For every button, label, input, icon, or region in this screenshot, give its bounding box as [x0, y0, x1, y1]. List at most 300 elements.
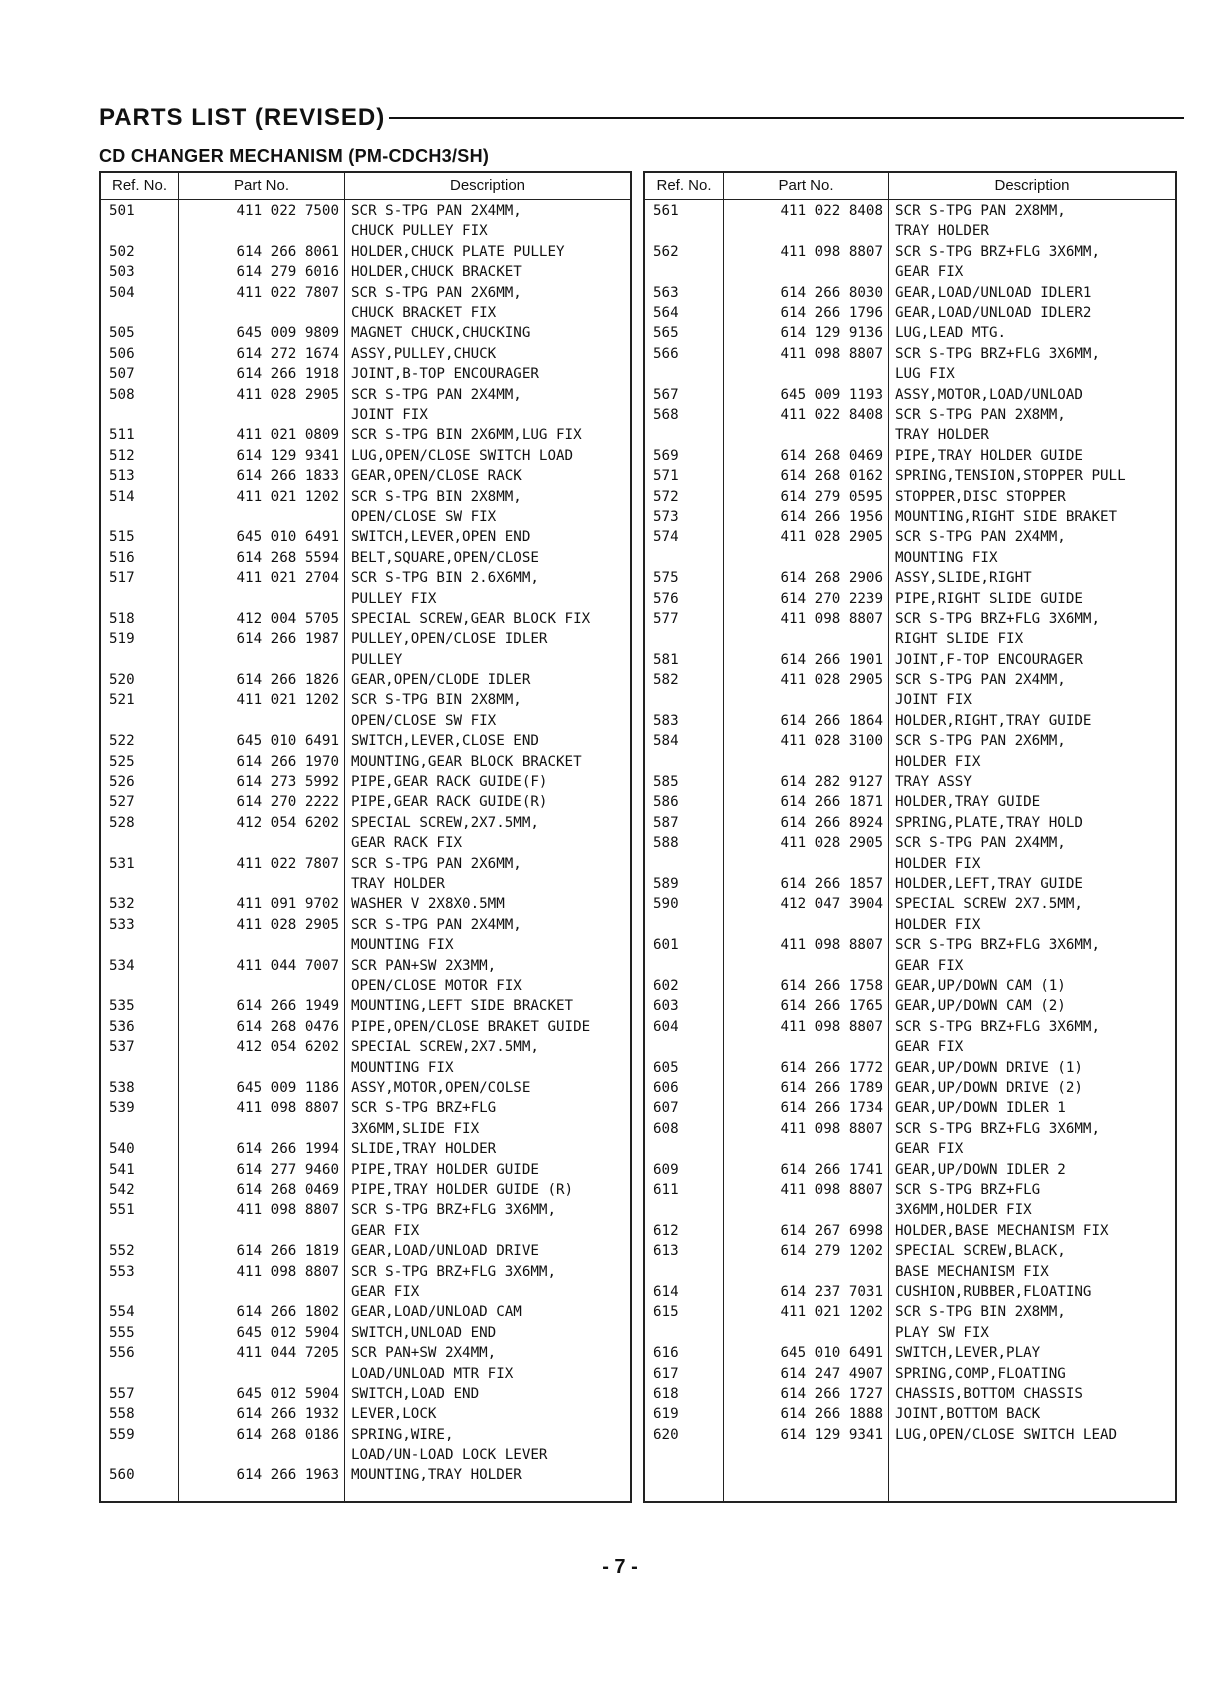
table-header [645, 173, 1175, 200]
part-no-cell: 614 268 5594 [236, 549, 339, 566]
table-row [101, 487, 630, 528]
description-line: GEAR,LOAD/UNLOAD IDLER1 [895, 284, 1092, 301]
part-no-cell: 614 266 1765 [780, 998, 883, 1015]
part-no-cell: 614 266 8061 [236, 243, 339, 260]
table-row [101, 915, 630, 956]
description-line: GEAR,UP/DOWN CAM (2) [895, 998, 1066, 1015]
part-no-cell: 645 009 1186 [236, 1079, 339, 1096]
table-row [645, 1221, 1175, 1241]
description-line: CUSHION,RUBBER,FLOATING [895, 1283, 1092, 1300]
ref-no-cell: 558 [109, 1406, 135, 1423]
part-no-cell: 411 028 3100 [780, 733, 883, 750]
description-line: CHUCK PULLEY FIX [351, 223, 488, 240]
table-row [645, 1017, 1175, 1058]
description-line: HOLDER FIX [895, 753, 981, 770]
part-no-cell: 411 028 2905 [236, 916, 339, 933]
description-line: HOLDER,LEFT,TRAY GUIDE [895, 876, 1083, 893]
description-line: GEAR FIX [895, 1141, 964, 1158]
description-line: PIPE,TRAY HOLDER GUIDE [351, 1161, 539, 1178]
description-line: PIPE,GEAR RACK GUIDE(R) [351, 794, 548, 811]
ref-no-cell: 562 [653, 243, 679, 260]
description-line: GEAR,LOAD/UNLOAD DRIVE [351, 1243, 539, 1260]
table-row [645, 1058, 1175, 1078]
description-cell [351, 1465, 633, 1485]
description-line: HOLDER FIX [895, 916, 981, 933]
part-no-cell: 614 266 8030 [780, 284, 883, 301]
description-cell [895, 874, 1177, 894]
table-row [645, 507, 1175, 527]
ref-no-cell: 590 [653, 896, 679, 913]
description-line: WASHER V 2X8X0.5MM [351, 896, 505, 913]
description-line: TRAY HOLDER [895, 427, 989, 444]
header-description: Description [449, 177, 526, 194]
table-row [645, 1404, 1175, 1424]
description-cell [351, 772, 633, 792]
table-row [645, 711, 1175, 731]
part-no-cell: 411 028 2905 [780, 672, 883, 689]
part-no-cell: 645 009 9809 [236, 325, 339, 342]
description-cell [895, 527, 1177, 568]
description-cell [895, 242, 1177, 283]
description-cell [895, 344, 1177, 385]
ref-no-cell: 615 [653, 1304, 679, 1321]
part-no-cell: 614 266 1727 [780, 1385, 883, 1402]
table-row [101, 1017, 630, 1037]
ref-no-cell: 552 [109, 1243, 135, 1260]
description-line: PIPE,GEAR RACK GUIDE(F) [351, 774, 548, 791]
title-rule [389, 117, 1184, 119]
part-no-cell: 411 098 8807 [780, 243, 883, 260]
ref-no-cell: 586 [653, 794, 679, 811]
part-no-cell: 614 282 9127 [780, 774, 883, 791]
description-cell [351, 752, 633, 772]
description-line: SCR S-TPG BRZ+FLG 3X6MM, [895, 1018, 1100, 1035]
description-line: GEAR,UP/DOWN DRIVE (1) [895, 1059, 1083, 1076]
ref-no-cell: 567 [653, 386, 679, 403]
ref-no-cell: 617 [653, 1365, 679, 1382]
table-row [645, 323, 1175, 343]
description-line: PIPE,OPEN/CLOSE BRAKET GUIDE [351, 1018, 591, 1035]
page-number: - 7 - [602, 1556, 638, 1578]
description-cell [895, 1078, 1177, 1098]
table-header [101, 173, 630, 200]
table-row [645, 344, 1175, 385]
part-no-cell: 614 266 1994 [236, 1141, 339, 1158]
ref-no-cell: 502 [109, 243, 135, 260]
part-no-cell: 411 021 2704 [236, 570, 339, 587]
ref-no-cell: 556 [109, 1345, 135, 1362]
part-no-cell: 614 266 1772 [780, 1059, 883, 1076]
description-line: GEAR,OPEN/CLODE IDLER [351, 672, 531, 689]
description-line: SCR S-TPG PAN 2X8MM, [895, 406, 1066, 423]
part-no-cell: 614 266 1741 [780, 1161, 883, 1178]
description-cell [895, 996, 1177, 1016]
description-cell [895, 466, 1177, 486]
description-line: GEAR,UP/DOWN DRIVE (2) [895, 1079, 1083, 1096]
description-line: CHASSIS,BOTTOM CHASSIS [895, 1385, 1083, 1402]
part-no-cell: 614 266 1819 [236, 1243, 339, 1260]
ref-no-cell: 539 [109, 1100, 135, 1117]
description-cell [895, 1241, 1177, 1282]
description-cell [895, 650, 1177, 670]
part-no-cell: 614 129 9341 [236, 447, 339, 464]
description-cell [895, 711, 1177, 731]
ref-no-cell: 511 [109, 427, 135, 444]
ref-no-cell: 618 [653, 1385, 679, 1402]
description-cell [895, 1160, 1177, 1180]
table-row [645, 650, 1175, 670]
table-row [101, 609, 630, 629]
description-line: SCR S-TPG PAN 2X4MM, [351, 916, 522, 933]
description-cell [351, 1160, 633, 1180]
description-line: GEAR,LOAD/UNLOAD CAM [351, 1304, 522, 1321]
description-line: SCR S-TPG BRZ+FLG 3X6MM, [895, 610, 1100, 627]
table-row [645, 589, 1175, 609]
part-no-cell: 645 012 5904 [236, 1385, 339, 1402]
ref-no-cell: 554 [109, 1304, 135, 1321]
description-line: SCR S-TPG PAN 2X8MM, [895, 203, 1066, 219]
part-no-cell: 411 022 8408 [780, 203, 883, 219]
ref-no-cell: 513 [109, 468, 135, 485]
ref-no-cell: 616 [653, 1345, 679, 1362]
description-line: OPEN/CLOSE SW FIX [351, 712, 497, 729]
description-cell [895, 1343, 1177, 1363]
part-no-cell: 645 009 1193 [780, 386, 883, 403]
part-no-cell: 411 021 1202 [236, 692, 339, 709]
table-row [101, 670, 630, 690]
description-cell [895, 385, 1177, 405]
description-cell [351, 854, 633, 895]
description-cell [895, 935, 1177, 976]
description-cell [351, 568, 633, 609]
description-cell [895, 1302, 1177, 1343]
table-row [645, 1160, 1175, 1180]
ref-no-cell: 585 [653, 774, 679, 791]
part-no-cell: 614 266 1864 [780, 712, 883, 729]
description-line: LUG FIX [895, 366, 955, 383]
part-no-cell: 411 098 8807 [780, 1018, 883, 1035]
ref-no-cell: 588 [653, 835, 679, 852]
description-line: ASSY,MOTOR,OPEN/COLSE [351, 1079, 531, 1096]
ref-no-cell: 542 [109, 1181, 135, 1198]
description-cell [351, 1098, 633, 1139]
table-row [101, 1078, 630, 1098]
description-line: SCR S-TPG BRZ+FLG [351, 1100, 497, 1117]
part-no-cell: 411 022 7500 [236, 203, 339, 219]
ref-no-cell: 514 [109, 488, 135, 505]
part-no-cell: 411 021 1202 [236, 488, 339, 505]
part-no-cell: 411 091 9702 [236, 896, 339, 913]
part-no-cell: 614 266 1796 [780, 304, 883, 321]
description-line: MAGNET CHUCK,CHUCKING [351, 325, 531, 342]
description-line: MOUNTING,GEAR BLOCK BRACKET [351, 753, 582, 770]
table-row [101, 854, 630, 895]
description-line: SWITCH,UNLOAD END [351, 1324, 497, 1341]
table-row [645, 303, 1175, 323]
ref-no-cell: 573 [653, 508, 679, 525]
description-line: MOUNTING,RIGHT SIDE BRAKET [895, 508, 1118, 525]
description-line: GEAR RACK FIX [351, 835, 463, 852]
description-line: SCR S-TPG PAN 2X6MM, [351, 284, 522, 301]
description-line: ASSY,PULLEY,CHUCK [351, 345, 497, 362]
description-line: ASSY,SLIDE,RIGHT [895, 570, 1032, 587]
ref-no-cell: 559 [109, 1426, 135, 1443]
description-line: MOUNTING FIX [895, 549, 998, 566]
description-line: SCR S-TPG PAN 2X4MM, [895, 835, 1066, 852]
description-line: SCR PAN+SW 2X3MM, [351, 957, 497, 974]
ref-no-cell: 525 [109, 753, 135, 770]
table-row [101, 1384, 630, 1404]
description-cell [351, 364, 633, 384]
description-line: OPEN/CLOSE SW FIX [351, 508, 497, 525]
description-line: GEAR,LOAD/UNLOAD IDLER2 [895, 304, 1092, 321]
ref-no-cell: 536 [109, 1018, 135, 1035]
description-cell [895, 1384, 1177, 1404]
table-row [645, 568, 1175, 588]
part-no-cell: 411 098 8807 [236, 1202, 339, 1219]
table-row [645, 283, 1175, 303]
part-no-cell: 614 268 0469 [780, 447, 883, 464]
table-row [645, 833, 1175, 874]
ref-no-cell: 506 [109, 345, 135, 362]
part-no-cell: 614 266 1833 [236, 468, 339, 485]
ref-no-cell: 560 [109, 1467, 135, 1484]
table-row [645, 1241, 1175, 1282]
description-line: SCR PAN+SW 2X4MM, [351, 1345, 497, 1362]
table-row [101, 201, 630, 242]
description-cell [895, 1119, 1177, 1160]
table-row [645, 1282, 1175, 1302]
ref-no-cell: 555 [109, 1324, 135, 1341]
part-no-cell: 614 266 1956 [780, 508, 883, 525]
part-no-cell: 614 129 9136 [780, 325, 883, 342]
description-line: SCR S-TPG BIN 2X8MM, [351, 488, 522, 505]
part-no-cell: 614 273 5992 [236, 774, 339, 791]
description-cell [895, 833, 1177, 874]
description-cell [895, 446, 1177, 466]
description-line: LOAD/UN-LOAD LOCK LEVER [351, 1447, 548, 1464]
description-line: PULLEY,OPEN/CLOSE IDLER [351, 631, 548, 648]
part-no-cell: 412 054 6202 [236, 1039, 339, 1056]
description-line: LUG,OPEN/CLOSE SWITCH LOAD [351, 447, 574, 464]
description-line: SPRING,COMP,FLOATING [895, 1365, 1066, 1382]
table-body [101, 201, 630, 1486]
description-line: TRAY HOLDER [895, 223, 989, 240]
description-line: SCR S-TPG BRZ+FLG 3X6MM, [895, 937, 1100, 954]
description-cell [351, 629, 633, 670]
part-no-cell: 614 129 9341 [780, 1426, 883, 1443]
description-cell [351, 996, 633, 1016]
table-row [101, 242, 630, 262]
table-row [101, 1404, 630, 1424]
description-cell [895, 976, 1177, 996]
table-row [101, 813, 630, 854]
description-line: SPECIAL SCREW,BLACK, [895, 1243, 1066, 1260]
ref-no-cell: 533 [109, 916, 135, 933]
table-row [645, 1425, 1175, 1445]
table-row [101, 323, 630, 343]
table-row [101, 385, 630, 426]
table-row [645, 935, 1175, 976]
description-line: SPRING,WIRE, [351, 1426, 454, 1443]
header-description: Description [994, 177, 1070, 194]
part-no-cell: 411 098 8807 [780, 937, 883, 954]
part-no-cell: 411 022 7807 [236, 284, 339, 301]
ref-no-cell: 607 [653, 1100, 679, 1117]
description-line: SCR S-TPG PAN 2X4MM, [351, 203, 522, 219]
ref-no-cell: 577 [653, 610, 679, 627]
part-no-cell: 614 268 2906 [780, 570, 883, 587]
table-row [101, 956, 630, 997]
description-line: GEAR,OPEN/CLOSE RACK [351, 468, 522, 485]
ref-no-cell: 535 [109, 998, 135, 1015]
part-no-cell: 614 277 9460 [236, 1161, 339, 1178]
description-cell [351, 956, 633, 997]
description-cell [895, 1017, 1177, 1058]
table-row [101, 364, 630, 384]
part-no-cell: 614 266 1970 [236, 753, 339, 770]
description-cell [895, 405, 1177, 446]
table-row [645, 1302, 1175, 1343]
description-line: SCR S-TPG BRZ+FLG 3X6MM, [351, 1263, 556, 1280]
description-cell [351, 548, 633, 568]
description-line: OPEN/CLOSE MOTOR FIX [351, 978, 522, 995]
ref-no-cell: 583 [653, 712, 679, 729]
description-line: BELT,SQUARE,OPEN/CLOSE [351, 549, 539, 566]
description-cell [351, 425, 633, 445]
part-no-cell: 411 098 8807 [780, 610, 883, 627]
description-cell [351, 1323, 633, 1343]
description-cell [351, 1200, 633, 1241]
description-line: RIGHT SLIDE FIX [895, 631, 1024, 648]
description-cell [351, 201, 633, 242]
description-cell [351, 915, 633, 956]
description-cell [351, 1139, 633, 1159]
table-row [101, 1323, 630, 1343]
ref-no-cell: 520 [109, 672, 135, 689]
description-line: GEAR,UP/DOWN IDLER 2 [895, 1161, 1066, 1178]
table-row [645, 894, 1175, 935]
part-no-cell: 411 098 8807 [236, 1263, 339, 1280]
table-row [101, 1200, 630, 1241]
table-row [645, 670, 1175, 711]
table-row [101, 568, 630, 609]
part-no-cell: 411 022 8408 [780, 406, 883, 423]
parts-table-right [643, 171, 1177, 1503]
ref-no-cell: 587 [653, 814, 679, 831]
description-cell [895, 1180, 1177, 1221]
part-no-cell: 412 047 3904 [780, 896, 883, 913]
ref-no-cell: 605 [653, 1059, 679, 1076]
description-cell [895, 772, 1177, 792]
ref-no-cell: 619 [653, 1406, 679, 1423]
ref-no-cell: 561 [653, 203, 679, 219]
ref-no-cell: 614 [653, 1283, 679, 1300]
description-cell [351, 323, 633, 343]
header-part-no: Part No. [233, 177, 290, 194]
ref-no-cell: 534 [109, 957, 135, 974]
ref-no-cell: 519 [109, 631, 135, 648]
description-line: 3X6MM,SLIDE FIX [351, 1120, 480, 1137]
table-row [101, 629, 630, 670]
ref-no-cell: 532 [109, 896, 135, 913]
description-cell [351, 1262, 633, 1303]
description-cell [895, 1425, 1177, 1445]
description-line: SCR S-TPG BRZ+FLG 3X6MM, [351, 1202, 556, 1219]
description-cell [351, 262, 633, 282]
ref-no-cell: 609 [653, 1161, 679, 1178]
description-line: HOLDER,RIGHT,TRAY GUIDE [895, 712, 1092, 729]
description-cell [351, 1425, 633, 1466]
part-no-cell: 411 022 7807 [236, 855, 339, 872]
ref-no-cell: 508 [109, 386, 135, 403]
ref-no-cell: 620 [653, 1426, 679, 1443]
ref-no-cell: 571 [653, 468, 679, 485]
description-line: SCR S-TPG PAN 2X4MM, [351, 386, 522, 403]
ref-no-cell: 611 [653, 1181, 679, 1198]
table-row [101, 1037, 630, 1078]
part-no-cell: 614 266 1918 [236, 366, 339, 383]
ref-no-cell: 589 [653, 876, 679, 893]
part-no-cell: 614 266 1888 [780, 1406, 883, 1423]
table-row [101, 1241, 630, 1261]
table-row [101, 1262, 630, 1303]
ref-no-cell: 522 [109, 733, 135, 750]
part-no-cell: 411 098 8807 [236, 1100, 339, 1117]
ref-no-cell: 601 [653, 937, 679, 954]
ref-no-cell: 603 [653, 998, 679, 1015]
description-cell [895, 1404, 1177, 1424]
table-row [101, 446, 630, 466]
description-line: SWITCH,LEVER,CLOSE END [351, 733, 539, 750]
description-cell [351, 446, 633, 466]
description-line: MOUNTING FIX [351, 937, 454, 954]
description-line: SPECIAL SCREW,2X7.5MM, [351, 814, 539, 831]
ref-no-cell: 584 [653, 733, 679, 750]
description-cell [895, 201, 1177, 242]
description-line: SWITCH,LOAD END [351, 1385, 480, 1402]
ref-no-cell: 564 [653, 304, 679, 321]
ref-no-cell: 574 [653, 529, 679, 546]
part-no-cell: 614 267 6998 [780, 1222, 883, 1239]
description-line: SWITCH,LEVER,OPEN END [351, 529, 531, 546]
part-no-cell: 614 268 0162 [780, 468, 883, 485]
description-cell [351, 731, 633, 751]
table-row [101, 527, 630, 547]
description-line: GEAR FIX [351, 1283, 420, 1300]
description-cell [895, 507, 1177, 527]
ref-no-cell: 612 [653, 1222, 679, 1239]
part-no-cell: 614 270 2239 [780, 590, 883, 607]
table-row [645, 1078, 1175, 1098]
table-row [645, 1343, 1175, 1363]
part-no-cell: 411 098 8807 [780, 345, 883, 362]
description-cell [895, 1098, 1177, 1118]
description-cell [351, 609, 633, 629]
description-line: GEAR FIX [351, 1222, 420, 1239]
table-row [645, 1098, 1175, 1118]
description-line: SWITCH,LEVER,PLAY [895, 1345, 1041, 1362]
description-line: SPRING,TENSION,STOPPER PULL [895, 468, 1126, 485]
description-line: TRAY ASSY [895, 774, 972, 791]
description-line: HOLDER,BASE MECHANISM FIX [895, 1222, 1109, 1239]
description-cell [351, 242, 633, 262]
table-row [645, 731, 1175, 772]
ref-no-cell: 527 [109, 794, 135, 811]
description-line: JOINT,BOTTOM BACK [895, 1406, 1041, 1423]
description-cell [895, 894, 1177, 935]
table-row [101, 1302, 630, 1322]
